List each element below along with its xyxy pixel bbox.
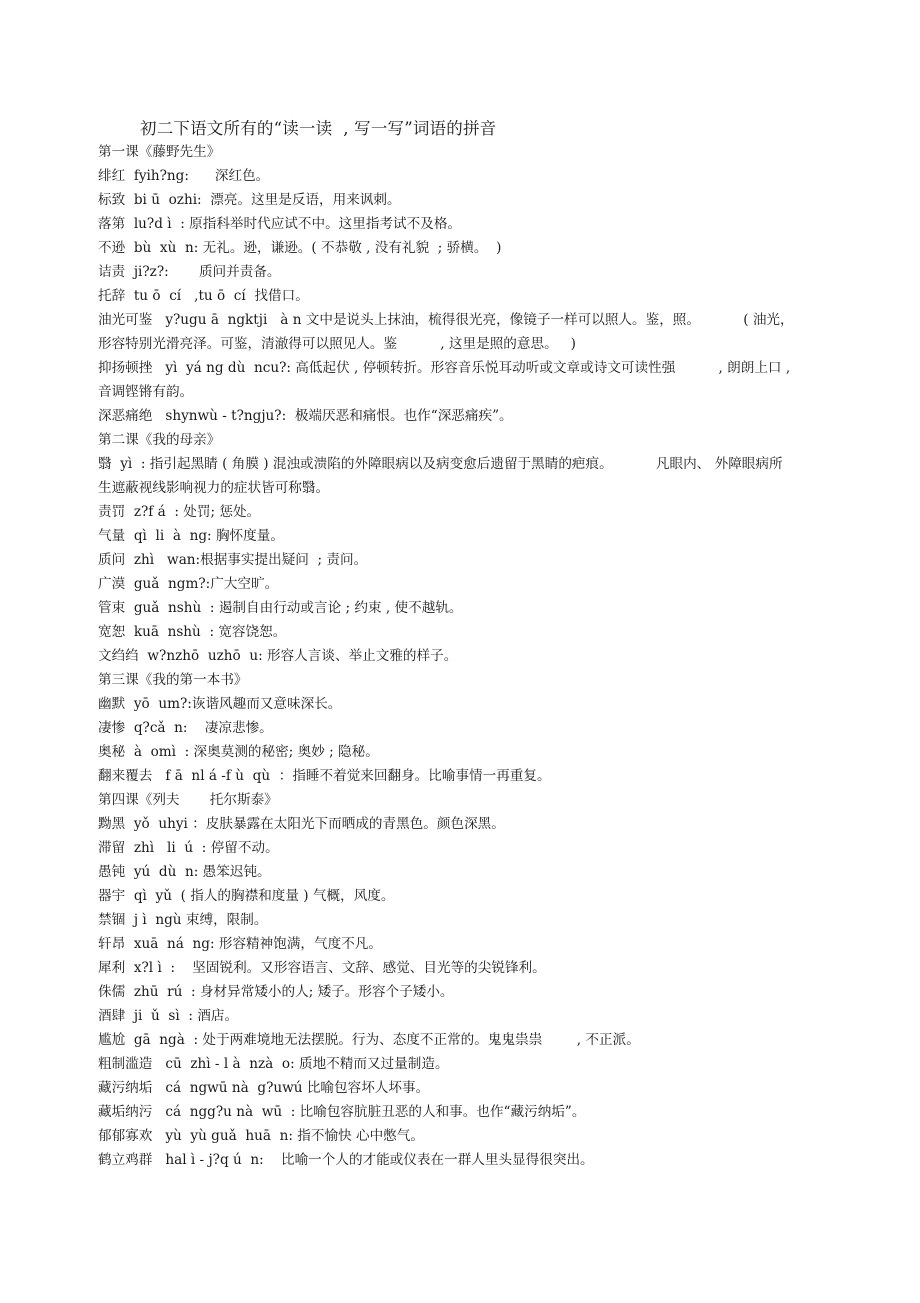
document-line: 粗制滥造 cū zhì - l à nzà o: 质地不精而又过量制造。	[98, 1056, 449, 1072]
document-line: 管束 guǎ nshù : 遏制自由行动或言论 ; 约束 , 使不越轨。	[98, 600, 463, 616]
document-line: 酒肆 ji ǔ sì : 酒店。	[98, 1008, 239, 1024]
document-line: 抑扬顿挫 yì yá ng dù ncu?: 高低起伏 , 停顿转折。形容音乐悦耳动听或文章或诗文可读性强 , 朗朗上口 ,	[98, 360, 791, 376]
document-line: 绯红 fyih?ng: 深红色。	[98, 168, 270, 184]
document-line: 广漠 guǎ ngm?:广大空旷。	[98, 576, 279, 592]
document-line: 第二课《我的母亲》	[98, 432, 221, 448]
document-line: 生遮蔽视线影响视力的症状皆可称翳。	[98, 480, 330, 496]
document-line: 幽默 yō um?:诙谐风趣而又意味深长。	[98, 696, 342, 712]
document-line: 滞留 zhì li ú : 停留不动。	[98, 840, 279, 856]
document-line: 第一课《藤野先生》	[98, 144, 221, 160]
document-line: 深恶痛绝 shynwù - t?ngju?: 极端厌恶和痛恨。也作“深恶痛疾”。	[98, 408, 513, 424]
document-title: 初二下语文所有的“读一读 , 写一写”词语的拼音	[140, 119, 497, 138]
document-line: 黝黑 yǒ uhyi ：皮肤暴露在太阳光下而晒成的青黑色。颜色深黑。	[98, 816, 505, 832]
document-line: 托辞 tu ō cí ,tu ō cí 找借口。	[98, 288, 309, 304]
vocabulary-list	[98, 140, 822, 1172]
document-line: 第三课《我的第一本书》	[98, 672, 248, 688]
document-line: 责罚 z?f á : 处罚; 惩处。	[98, 504, 261, 520]
document-line: 宽恕 kuā nshù : 宽容饶恕。	[98, 624, 287, 640]
document-line: 标致 bi ū ozhi: 漂亮。这里是反语，用来讽刺。	[98, 192, 401, 208]
document-line: 侏儒 zhū rú : 身材异常矮小的人; 矮子。形容个子矮小。	[98, 984, 454, 1000]
document-line: 犀利 x?l ì : 坚固锐利。又形容语言、文辞、感觉、目光等的尖锐锋利。	[98, 960, 546, 976]
document-line: 愚钝 yú dù n: 愚笨迟钝。	[98, 864, 271, 880]
document-line: 形容特别光滑亮泽。可鉴，清澈得可以照见人。鉴 , 这里是照的意思。 )	[98, 336, 576, 352]
document-line: 翳 yì : 指引起黑睛 ( 角膜 ) 混浊或溃陷的外障眼病以及病变愈后遗留于黑睛的疤痕。 凡眼内、 外障眼病所	[98, 456, 783, 472]
document-line: 质问 zhì wan:根据事实提出疑问 ; 责问。	[98, 552, 368, 568]
document-line: 气量 qì li à ng: 胸怀度量。	[98, 528, 284, 544]
document-line: 鹤立鸡群 hal ì - j?q ú n: 比喻一个人的才能或仪表在一群人里头显得很突出。	[98, 1152, 594, 1168]
document-line: 禁锢 j ì ngù 束缚，限制。	[98, 912, 268, 928]
document-line: 落第 lu?d ì : 原指科举时代应试不中。这里指考试不及格。	[98, 216, 462, 232]
document-line: 油光可鉴 y?ugu ā ngktji à n 文中是说头上抹油，梳得很光亮，像镜子一样可以照人。鉴，照。 ( 油光，	[98, 312, 794, 328]
document-line: 器宇 qì yǔ ( 指人的胸襟和度量 ) 气概，风度。	[98, 888, 395, 904]
document-line: 尴尬 gā ngà : 处于两难境地无法摆脱。行为、态度不正常的。鬼鬼祟祟 , 不正派。	[98, 1032, 640, 1048]
document-line: 藏垢纳污 cá ngg?u nà wū : 比喻包容肮脏丑恶的人和事。也作“藏污纳垢”。	[98, 1104, 586, 1120]
document-line: 奥秘 à omì : 深奥莫测的秘密; 奥妙 ; 隐秘。	[98, 744, 379, 760]
document-line: 文绉绉 w?nzhō uzhō u: 形容人言谈、举止文雅的样子。	[98, 648, 458, 664]
document-line: 不逊 bù xù n: 无礼。逊，谦逊。( 不恭敬 , 没有礼貌 ; 骄横。 )	[98, 240, 502, 256]
document-line: 第四课《列夫 托尔斯泰》	[98, 792, 278, 808]
document-line: 郁郁寡欢 yù yù guǎ huā n: 指不愉快 心中憋气。	[98, 1128, 424, 1144]
document-line: 翻来覆去 f ā nl á -f ù qù ：指睡不着觉来回翻身。比喻事情一再重复。	[98, 768, 551, 784]
document-line: 凄惨 q?cǎ n: 凄凉悲惨。	[98, 720, 273, 736]
document-line: 诘责 ji?z?: 质问并责备。	[98, 264, 281, 280]
document-line: 轩昂 xuā ná ng: 形容精神饱满，气度不凡。	[98, 936, 382, 952]
document-line: 音调铿锵有韵。	[98, 384, 194, 400]
document-line: 藏污纳垢 cá ngwū nà g?uwú 比喻包容坏人坏事。	[98, 1080, 430, 1096]
